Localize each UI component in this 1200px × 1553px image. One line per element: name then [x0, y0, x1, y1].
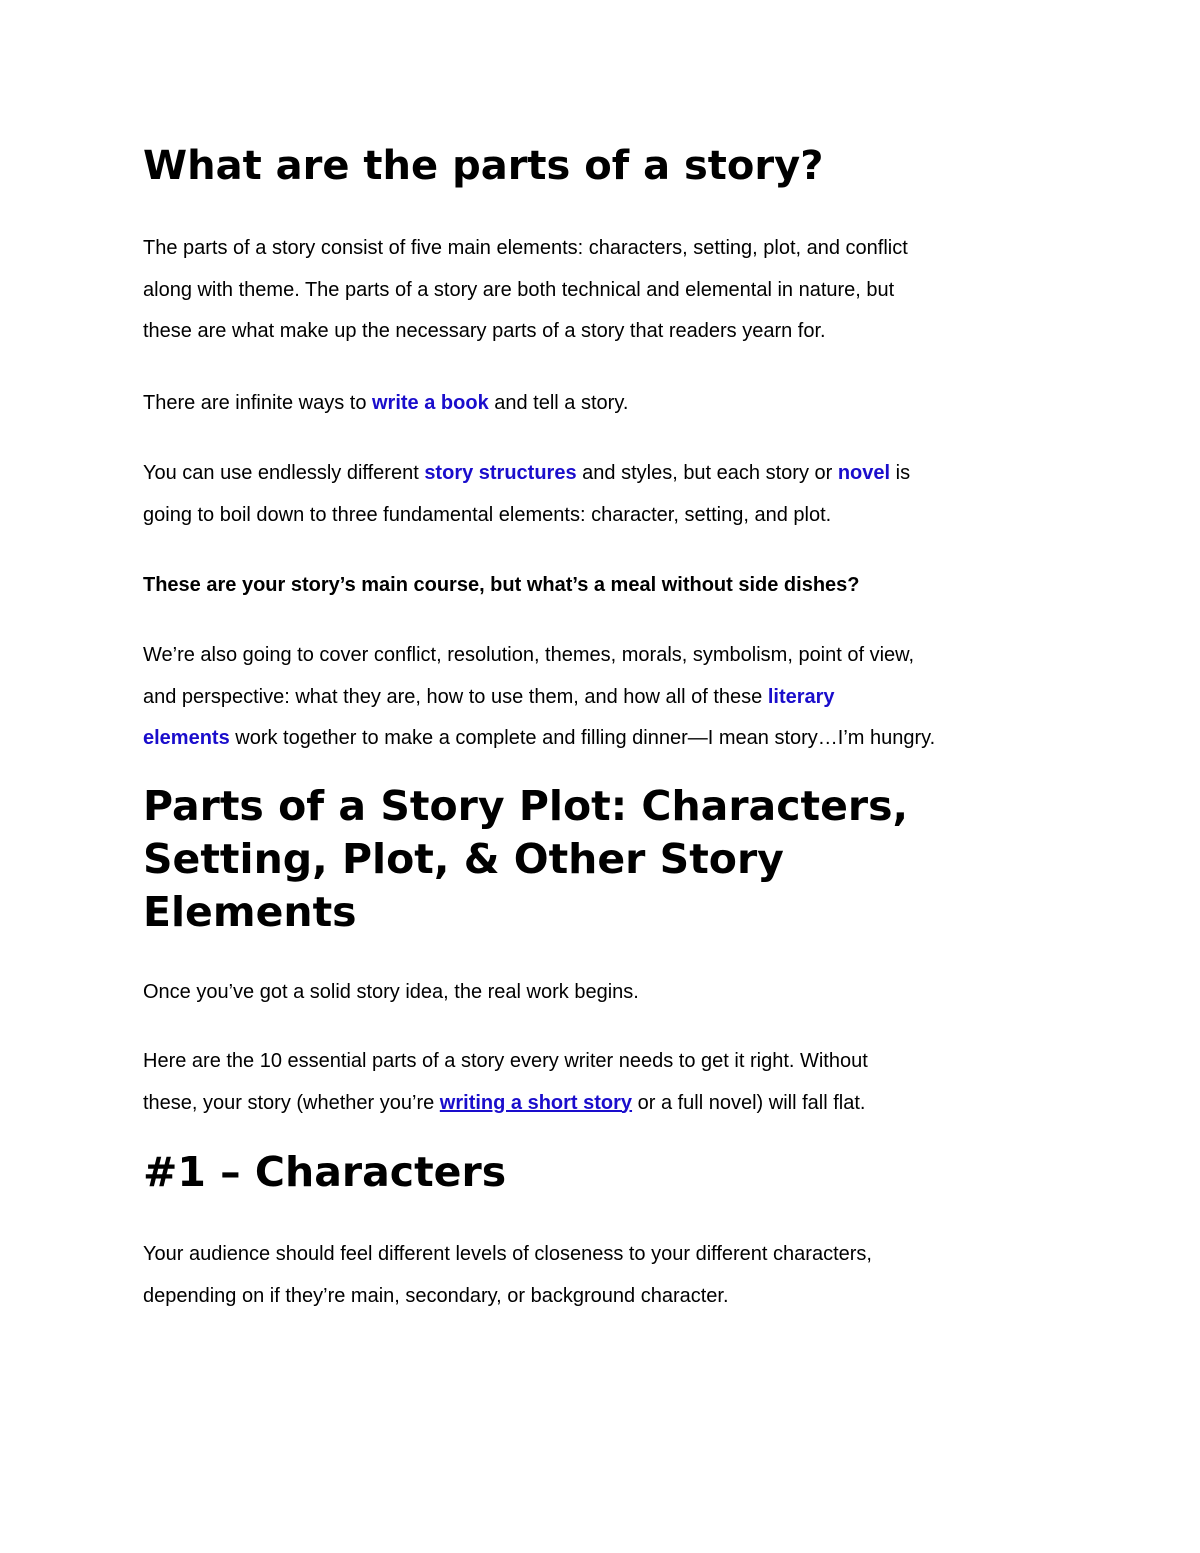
- paragraph-solid-story-idea: Once you’ve got a solid story idea, the real work begins.: [143, 981, 639, 1003]
- text-segment: and perspective: what they are, how to use them, and how all of these: [143, 685, 768, 708]
- heading-line: Setting, Plot, & Other Story: [143, 835, 784, 883]
- paragraph-line: We’re also going to cover conflict, resolution, themes, morals, symbolism, point of view,: [143, 644, 915, 666]
- paragraph-main-course: These are your story’s main course, but what’s a meal without side dishes?: [143, 574, 860, 596]
- paragraph-infinite-ways: [143, 383, 628, 425]
- heading-line: Parts of a Story Plot: Characters,: [143, 782, 909, 830]
- heading-what-are-parts: What are the parts of a story?: [143, 143, 824, 189]
- text-segment: You can use endlessly different: [143, 462, 425, 484]
- paragraph-line: [143, 677, 935, 719]
- heading-characters: #1 – Characters: [143, 1148, 507, 1196]
- paragraph-ten-essential-parts: [143, 1041, 868, 1124]
- story-structures-link[interactable]: story structures: [424, 462, 577, 484]
- text-segment: and styles, but each story or: [576, 462, 838, 484]
- text-segment: these, your story (whether you’re: [143, 1091, 440, 1114]
- paragraph-line: going to boil down to three fundamental elements: character, setting, and plot.: [143, 503, 832, 526]
- text-segment: There are infinite ways to: [143, 392, 372, 414]
- paragraph-also-cover: [143, 635, 935, 760]
- write-a-book-link[interactable]: write a book: [372, 392, 489, 414]
- heading-parts-of-story-plot: [143, 780, 908, 939]
- paragraph-line: Here are the 10 essential parts of a story every writer needs to get it right. Without: [143, 1050, 868, 1072]
- paragraph-line: Your audience should feel different levels of closeness to your different characters,: [143, 1243, 872, 1265]
- paragraph-line: The parts of a story consist of five main elements: characters, setting, plot, and conflict: [143, 237, 908, 259]
- novel-link[interactable]: novel: [837, 462, 891, 484]
- literary-elements-link-continued[interactable]: elements: [143, 727, 230, 749]
- literary-elements-link[interactable]: literary: [767, 685, 835, 708]
- heading-line: Elements: [143, 888, 357, 936]
- paragraph-intro: [143, 228, 908, 353]
- paragraph-line: these are what make up the necessary parts of a story that readers yearn for.: [143, 320, 826, 342]
- text-segment: is: [890, 462, 911, 484]
- paragraph-story-structures: [143, 453, 910, 536]
- text-segment: work together to make a complete and filling dinner—I mean story…I’m hungry.: [229, 727, 936, 749]
- paragraph-line: [143, 1083, 868, 1125]
- paragraph-line: [143, 453, 910, 495]
- text-segment: or a full novel) will fall flat.: [632, 1091, 866, 1114]
- paragraph-line: along with theme. The parts of a story are both technical and elemental in nature, but: [143, 278, 895, 301]
- paragraph-line: depending on if they’re main, secondary, or background character.: [143, 1284, 729, 1307]
- text-segment: and tell a story.: [488, 392, 629, 414]
- paragraph-audience-closeness: [143, 1234, 872, 1317]
- writing-a-short-story-link[interactable]: writing a short story: [439, 1091, 633, 1114]
- paragraph-line: [143, 718, 935, 760]
